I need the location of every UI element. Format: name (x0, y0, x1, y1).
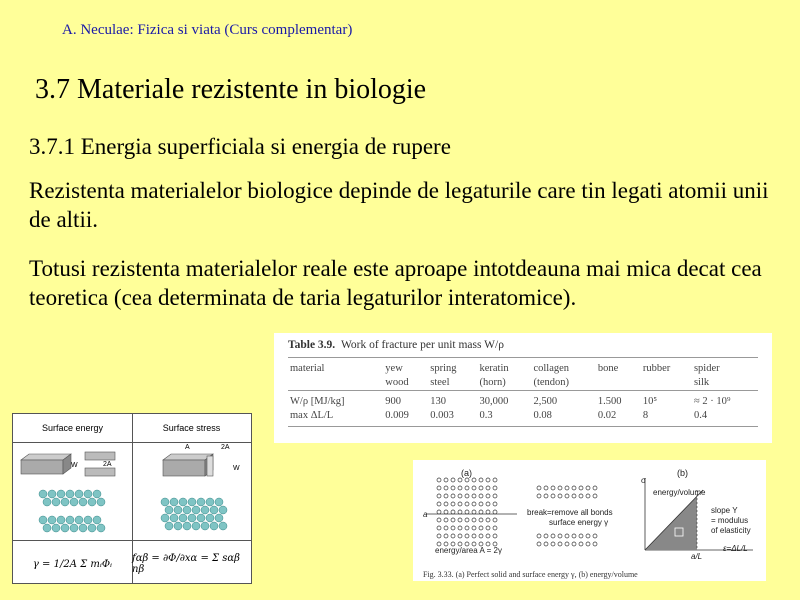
table-cell: 10⁵ (641, 391, 692, 410)
fracture-table (274, 333, 772, 443)
panel-b-label: (b) (677, 468, 688, 478)
surface-energy-header: Surface energy (13, 414, 133, 443)
strain-label: a/L (691, 552, 703, 561)
block-icon (21, 452, 115, 476)
col-header: collagen (531, 358, 595, 377)
panel-a-label: (a) (461, 468, 472, 478)
course-header: A. Neculae: Fizica si viata (Curs complementar) (62, 22, 353, 38)
elasticity-label: of elasticity (711, 526, 751, 535)
col-header: (horn) (479, 377, 506, 388)
surface-energy-text: surface energy γ (549, 518, 609, 527)
col-header: (tendon) (533, 377, 570, 388)
lattice-spacing-label: a (423, 510, 428, 519)
col-header: spider (692, 358, 758, 377)
epsilon-label: ε=ΔL/L (723, 544, 748, 553)
surface-stress-header: Surface stress (132, 414, 251, 443)
sigma-label: σ (641, 476, 646, 485)
col-header: wood (385, 377, 409, 388)
table-cell: ≈ 2 · 10⁹ (692, 391, 758, 410)
table-cell: 30,000 (477, 391, 531, 410)
table-cell: 130 (428, 391, 477, 410)
col-header (596, 376, 641, 391)
col-header (641, 376, 692, 391)
table-row (288, 391, 758, 410)
table-cell: 1.500 (596, 391, 641, 410)
table-cell: 0.003 (428, 409, 477, 427)
table-body (288, 357, 758, 427)
col-header: yew (383, 358, 428, 377)
col-header: bone (596, 358, 641, 377)
table-caption-text: Work of fracture per unit mass W/ρ (340, 339, 504, 351)
lattice-illustration (13, 442, 251, 540)
paragraph-1: Rezistenta materialelor biologice depinde de legaturile care tin legati atomii unii de altii. (29, 178, 769, 232)
table-cell: 8 (641, 409, 692, 427)
table-header-row-2 (288, 376, 758, 391)
surface-energy-figure (12, 413, 252, 584)
col-header: rubber (641, 358, 692, 377)
col-header: steel (430, 377, 450, 388)
table-cell: 900 (383, 391, 428, 410)
table-cell: 2,500 (531, 391, 595, 410)
label-2a-right: 2A (221, 444, 230, 451)
table-cell: 0.08 (531, 409, 595, 427)
label-w-right: W (233, 465, 240, 472)
table-cell: 0.02 (596, 409, 641, 427)
col-header (288, 376, 383, 391)
slide-title: 3.7 Materiale rezistente in biologie (35, 74, 427, 105)
perfect-solid-lattice (437, 478, 497, 546)
surface-stress-formula: fαβ = ∂Φ/∂xα = Σ sαβ nβ (132, 553, 240, 575)
surface-energy-formula: γ = 1/2A Σ mᵢΦᵢ (32, 558, 113, 570)
table-cell: 0.4 (692, 409, 758, 427)
modulus-label: = modulus (711, 516, 749, 525)
table-label: Table 3.9. (288, 339, 336, 351)
table-cell: max ΔL/L (288, 409, 383, 427)
table-header-row-1 (288, 358, 758, 377)
atom-lattice-left (39, 490, 105, 532)
col-header: spring (428, 358, 477, 377)
section-subtitle: 3.7.1 Energia superficiala si energia de rupere (29, 134, 451, 159)
energy-area-text: energy/area A = 2γ (435, 546, 502, 555)
fracture-energy-figure (413, 460, 766, 581)
col-header: material (288, 358, 383, 377)
paragraph-2: Totusi rezistenta materialelor reale este aproape intotdeauna mai mica decat cea teoretica (cea determinata de taria legaturilor interatomice). (29, 256, 762, 310)
table-cell: 0.3 (477, 409, 531, 427)
table-cell: W/ρ [MJ/kg] (288, 391, 383, 410)
col-header: silk (693, 377, 710, 388)
table-caption (288, 339, 758, 351)
atom-lattice-right (161, 498, 227, 530)
figure-divider (13, 540, 251, 541)
col-header: keratin (477, 358, 531, 377)
slope-label: slope Y (711, 506, 738, 515)
table-cell: 0.009 (383, 409, 428, 427)
label-2a: 2A (103, 461, 112, 468)
label-w: W (71, 462, 78, 469)
figure-caption: Fig. 3.33. (a) Perfect solid and surface energy γ, (b) energy/volume (423, 570, 638, 579)
label-a: A (185, 444, 190, 451)
table-row (288, 409, 758, 427)
block-icon (163, 454, 213, 476)
break-text: break=remove all bonds (527, 508, 613, 517)
energy-volume-label: energy/volume (653, 488, 706, 497)
